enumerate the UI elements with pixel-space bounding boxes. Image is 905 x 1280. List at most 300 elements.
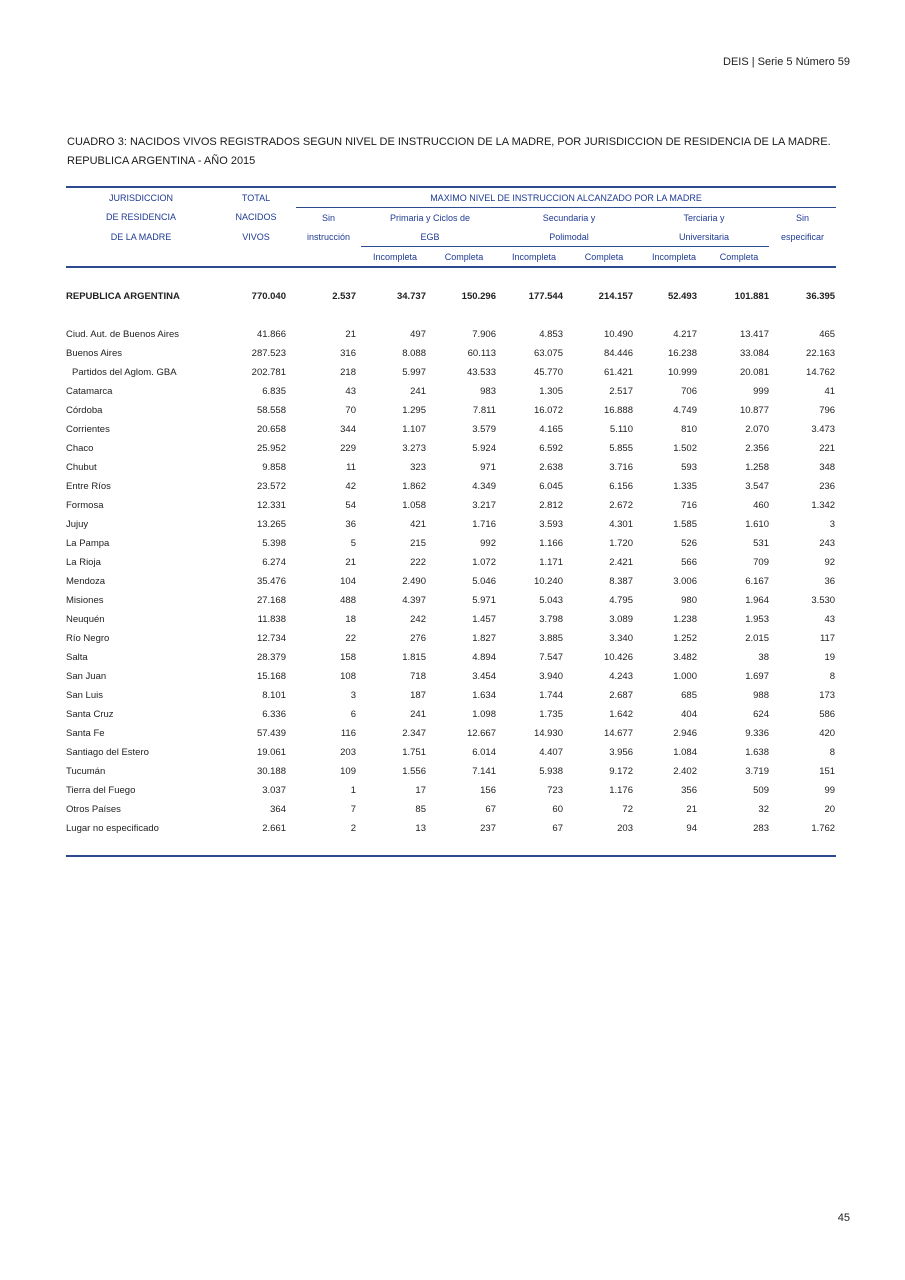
row-cell-4: 150.296 (461, 291, 496, 302)
row-cell-8: 38 (758, 652, 769, 663)
row-cell-5: 6.592 (539, 443, 563, 454)
row-cell-2: 218 (340, 367, 356, 378)
col-sin-especificar-2: especificar (781, 231, 825, 242)
row-cell-2: 3 (350, 690, 356, 701)
row-cell-4: 992 (480, 538, 496, 549)
row-cell-1: 364 (270, 804, 286, 815)
row-cell-4: 1.827 (472, 633, 496, 644)
row-cell-6: 10.426 (603, 652, 633, 663)
row-jurisdiccion: Partidos del Aglom. GBA (72, 367, 177, 378)
row-cell-8: 20.081 (739, 367, 769, 378)
row-cell-1: 6.336 (262, 709, 286, 720)
row-cell-2: 21 (345, 557, 356, 568)
row-cell-2: 18 (345, 614, 356, 625)
col-terciaria-incompleta: Incompleta (639, 247, 709, 268)
table-row (66, 420, 836, 439)
row-jurisdiccion: Entre Ríos (66, 481, 111, 492)
series-header: DEIS | Serie 5 Número 59 (723, 56, 850, 68)
row-cell-2: 109 (340, 766, 356, 777)
row-cell-5: 5.938 (539, 766, 563, 777)
table-row (66, 439, 836, 458)
row-cell-5: 1.744 (539, 690, 563, 701)
row-cell-6: 5.855 (609, 443, 633, 454)
row-cell-6: 3.089 (609, 614, 633, 625)
row-cell-7: 3.006 (673, 576, 697, 587)
row-cell-1: 2.661 (262, 823, 286, 834)
table-row (66, 629, 836, 648)
total-row (66, 287, 836, 306)
col-primaria-2: EGB (361, 227, 499, 247)
row-cell-4: 3.217 (472, 500, 496, 511)
table-row (66, 572, 836, 591)
row-cell-7: 4.217 (673, 329, 697, 340)
row-cell-3: 187 (410, 690, 426, 701)
row-cell-2: 54 (345, 500, 356, 511)
table-row (66, 705, 836, 724)
row-cell-7: 1.252 (673, 633, 697, 644)
row-cell-5: 3.940 (539, 671, 563, 682)
row-cell-1: 20.658 (256, 424, 286, 435)
row-cell-2: 229 (340, 443, 356, 454)
title-line-2: REPUBLICA ARGENTINA - AÑO 2015 (67, 155, 256, 167)
row-cell-2: 2 (350, 823, 356, 834)
row-cell-9: 796 (819, 405, 836, 416)
row-cell-3: 1.295 (402, 405, 426, 416)
row-cell-7: 706 (681, 386, 697, 397)
row-cell-5: 1.171 (539, 557, 563, 568)
row-cell-6: 3.716 (609, 462, 633, 473)
row-cell-9: 3 (829, 519, 836, 530)
row-cell-3: 323 (410, 462, 426, 473)
row-cell-3: 241 (410, 386, 426, 397)
row-cell-3: 85 (415, 804, 426, 815)
row-cell-1: 8.101 (262, 690, 286, 701)
row-cell-1: 5.398 (262, 538, 286, 549)
row-cell-2: 488 (340, 595, 356, 606)
row-cell-6: 4.243 (609, 671, 633, 682)
row-cell-9: 173 (819, 690, 836, 701)
row-cell-2: 344 (340, 424, 356, 435)
row-jurisdiccion: San Luis (66, 690, 103, 701)
row-cell-1: 58.558 (256, 405, 286, 416)
row-cell-2: 43 (345, 386, 356, 397)
row-cell-4: 7.141 (472, 766, 496, 777)
row-cell-1: 13.265 (256, 519, 286, 530)
row-cell-7: 2.946 (673, 728, 697, 739)
row-cell-9: 465 (819, 329, 836, 340)
row-cell-2: 104 (340, 576, 356, 587)
row-cell-4: 237 (480, 823, 496, 834)
row-cell-5: 4.407 (539, 747, 563, 758)
row-cell-7: 404 (681, 709, 697, 720)
row-cell-9: 36.395 (806, 291, 836, 302)
row-cell-8: 460 (753, 500, 769, 511)
row-cell-1: 19.061 (256, 747, 286, 758)
table-row (66, 762, 836, 781)
table-header (66, 187, 836, 267)
col-maximo-nivel: MAXIMO NIVEL DE INSTRUCCION ALCANZADO POR LA MADRE (296, 187, 836, 208)
row-cell-8: 531 (753, 538, 769, 549)
row-cell-4: 4.894 (472, 652, 496, 663)
col-terciaria-completa: Completa (709, 247, 769, 268)
row-cell-1: 30.188 (256, 766, 286, 777)
row-jurisdiccion: Río Negro (66, 633, 110, 644)
row-cell-4: 971 (480, 462, 496, 473)
row-cell-3: 222 (410, 557, 426, 568)
table-row (66, 610, 836, 629)
row-cell-9: 99 (824, 785, 836, 796)
row-cell-9: 348 (819, 462, 836, 473)
row-cell-8: 1.258 (745, 462, 769, 473)
row-cell-7: 526 (681, 538, 697, 549)
row-cell-1: 3.037 (262, 785, 286, 796)
row-cell-5: 4.165 (539, 424, 563, 435)
row-cell-5: 1.735 (539, 709, 563, 720)
row-cell-8: 509 (753, 785, 769, 796)
row-cell-8: 999 (753, 386, 769, 397)
row-jurisdiccion: Catamarca (66, 386, 113, 397)
row-cell-3: 2.347 (402, 728, 426, 739)
col-primaria-incompleta: Incompleta (361, 247, 429, 268)
table-row (66, 363, 836, 382)
row-jurisdiccion: Tierra del Fuego (66, 785, 136, 796)
row-cell-4: 7.906 (472, 329, 496, 340)
col-jurisdiccion-2: DE RESIDENCIA (105, 212, 176, 223)
table-row (66, 743, 836, 762)
row-jurisdiccion: Buenos Aires (66, 348, 122, 359)
row-cell-3: 1.058 (402, 500, 426, 511)
row-cell-5: 14.930 (533, 728, 563, 739)
table-row (66, 496, 836, 515)
row-cell-7: 810 (681, 424, 697, 435)
row-cell-1: 23.572 (256, 481, 286, 492)
row-cell-3: 1.862 (402, 481, 426, 492)
row-cell-3: 3.273 (402, 443, 426, 454)
row-cell-2: 70 (345, 405, 356, 416)
row-cell-6: 214.157 (598, 291, 633, 302)
row-cell-9: 36 (824, 576, 836, 587)
row-cell-9: 243 (819, 538, 836, 549)
row-cell-5: 723 (547, 785, 563, 796)
row-cell-7: 980 (681, 595, 697, 606)
col-secundaria-completa: Completa (569, 247, 639, 268)
row-cell-3: 1.107 (402, 424, 426, 435)
col-jurisdiccion-1: JURISDICCION (66, 187, 216, 208)
row-cell-8: 101.881 (734, 291, 769, 302)
row-cell-8: 1.638 (745, 747, 769, 758)
row-cell-7: 1.502 (673, 443, 697, 454)
row-cell-5: 63.075 (533, 348, 563, 359)
table-row (66, 800, 836, 819)
row-cell-8: 9.336 (745, 728, 769, 739)
row-cell-9: 92 (824, 557, 836, 568)
table-row (66, 819, 836, 838)
row-cell-6: 16.888 (603, 405, 633, 416)
row-cell-5: 3.885 (539, 633, 563, 644)
row-cell-2: 108 (340, 671, 356, 682)
table-row (66, 667, 836, 686)
row-jurisdiccion: Córdoba (66, 405, 103, 416)
row-cell-8: 10.877 (739, 405, 769, 416)
row-cell-4: 5.046 (472, 576, 496, 587)
row-cell-2: 5 (350, 538, 356, 549)
row-jurisdiccion: Jujuy (66, 519, 89, 530)
row-cell-4: 60.113 (467, 348, 496, 359)
row-cell-3: 17 (415, 785, 426, 796)
row-cell-3: 5.997 (402, 367, 426, 378)
row-jurisdiccion: Corrientes (66, 424, 110, 435)
row-cell-4: 3.454 (472, 671, 496, 682)
row-cell-7: 356 (681, 785, 697, 796)
row-cell-6: 9.172 (609, 766, 633, 777)
row-cell-4: 4.349 (472, 481, 496, 492)
row-cell-5: 1.166 (539, 538, 563, 549)
row-cell-1: 287.523 (251, 348, 286, 359)
row-cell-5: 7.547 (539, 652, 563, 663)
row-cell-9: 14.762 (806, 367, 836, 378)
row-cell-6: 8.387 (609, 576, 633, 587)
col-total-2: NACIDOS (235, 212, 277, 223)
row-cell-9: 420 (819, 728, 836, 739)
col-terciaria-2: Universitaria (639, 227, 769, 247)
row-jurisdiccion: Chaco (66, 443, 94, 454)
row-jurisdiccion: Otros Países (66, 804, 121, 815)
row-cell-9: 41 (824, 386, 836, 397)
row-cell-5: 60 (552, 804, 563, 815)
row-cell-6: 14.677 (603, 728, 633, 739)
row-cell-7: 21 (686, 804, 697, 815)
row-cell-6: 72 (622, 804, 633, 815)
row-cell-3: 4.397 (402, 595, 426, 606)
row-cell-9: 8 (829, 747, 836, 758)
page-number: 45 (837, 1212, 850, 1224)
table-body (66, 267, 836, 856)
col-terciaria-1: Terciaria y (683, 212, 725, 223)
row-cell-9: 19 (824, 652, 836, 663)
row-cell-6: 6.156 (609, 481, 633, 492)
table-row (66, 534, 836, 553)
row-cell-9: 22.163 (806, 348, 836, 359)
row-cell-5: 3.798 (539, 614, 563, 625)
row-cell-5: 6.045 (539, 481, 563, 492)
row-cell-1: 9.858 (262, 462, 286, 473)
row-cell-4: 5.971 (472, 595, 496, 606)
col-sin-instruccion-2: instrucción (306, 231, 351, 242)
row-cell-6: 4.301 (609, 519, 633, 530)
row-jurisdiccion: Mendoza (66, 576, 106, 587)
row-cell-3: 241 (410, 709, 426, 720)
row-cell-6: 1.642 (609, 709, 633, 720)
row-cell-2: 116 (340, 728, 356, 739)
table-row (66, 344, 836, 363)
row-cell-3: 276 (410, 633, 426, 644)
row-cell-7: 685 (681, 690, 697, 701)
row-jurisdiccion: Tucumán (66, 766, 106, 777)
row-cell-1: 41.866 (256, 329, 286, 340)
row-cell-5: 2.638 (539, 462, 563, 473)
row-cell-8: 2.070 (745, 424, 769, 435)
row-cell-4: 1.098 (472, 709, 496, 720)
table-row (66, 515, 836, 534)
table-row (66, 781, 836, 800)
row-cell-3: 1.751 (402, 747, 426, 758)
row-cell-4: 12.667 (466, 728, 496, 739)
row-jurisdiccion: Santa Cruz (66, 709, 114, 720)
row-cell-2: 2.537 (332, 291, 356, 302)
row-cell-5: 2.812 (539, 500, 563, 511)
row-jurisdiccion: Ciud. Aut. de Buenos Aires (66, 329, 180, 340)
row-cell-2: 158 (340, 652, 356, 663)
row-cell-7: 1.238 (673, 614, 697, 625)
table-row (66, 382, 836, 401)
row-cell-5: 1.305 (539, 386, 563, 397)
row-cell-4: 43.533 (466, 367, 496, 378)
row-cell-5: 5.043 (539, 595, 563, 606)
row-cell-6: 10.490 (603, 329, 633, 340)
row-jurisdiccion: Formosa (66, 500, 104, 511)
row-cell-2: 316 (340, 348, 356, 359)
row-cell-7: 716 (681, 500, 697, 511)
row-cell-3: 8.088 (402, 348, 426, 359)
row-cell-8: 1.964 (745, 595, 769, 606)
row-cell-7: 1.084 (673, 747, 697, 758)
col-secundaria-incompleta: Incompleta (499, 247, 569, 268)
row-cell-6: 5.110 (609, 424, 633, 435)
row-cell-9: 1.342 (811, 500, 836, 511)
table-row (66, 686, 836, 705)
row-cell-2: 7 (350, 804, 356, 815)
row-cell-4: 1.457 (472, 614, 496, 625)
row-cell-1: 12.331 (256, 500, 286, 511)
row-cell-4: 983 (480, 386, 496, 397)
row-jurisdiccion: REPUBLICA ARGENTINA (66, 291, 180, 302)
row-cell-9: 8 (829, 671, 836, 682)
table-row (66, 724, 836, 743)
row-jurisdiccion: Neuquén (66, 614, 105, 625)
row-cell-1: 202.781 (251, 367, 286, 378)
row-jurisdiccion: Chubut (66, 462, 97, 473)
row-cell-8: 32 (758, 804, 769, 815)
row-cell-9: 236 (819, 481, 836, 492)
table-row (66, 458, 836, 477)
row-cell-5: 67 (552, 823, 563, 834)
col-sin-especificar-1: Sin (796, 212, 810, 223)
row-cell-2: 1 (350, 785, 356, 796)
row-cell-4: 1.634 (472, 690, 496, 701)
row-cell-6: 3.956 (609, 747, 633, 758)
row-cell-1: 12.734 (256, 633, 286, 644)
row-cell-2: 21 (345, 329, 356, 340)
row-jurisdiccion: Salta (66, 652, 88, 663)
row-cell-7: 2.402 (673, 766, 697, 777)
row-cell-2: 11 (346, 462, 356, 473)
row-cell-6: 61.421 (603, 367, 633, 378)
row-cell-6: 2.672 (609, 500, 633, 511)
row-cell-7: 16.238 (667, 348, 697, 359)
row-cell-8: 2.015 (745, 633, 769, 644)
row-cell-1: 28.379 (256, 652, 286, 663)
col-total-1: TOTAL (216, 187, 296, 208)
row-jurisdiccion: San Juan (66, 671, 107, 682)
row-cell-6: 1.720 (609, 538, 633, 549)
row-cell-9: 3.473 (811, 424, 836, 435)
row-cell-4: 67 (485, 804, 496, 815)
row-cell-5: 4.853 (539, 329, 563, 340)
row-cell-5: 3.593 (539, 519, 563, 530)
row-cell-9: 3.530 (811, 595, 836, 606)
row-cell-9: 117 (819, 633, 836, 644)
row-jurisdiccion: Lugar no especificado (66, 823, 159, 834)
row-cell-6: 4.795 (609, 595, 633, 606)
row-cell-9: 221 (819, 443, 836, 454)
row-cell-3: 1.815 (402, 652, 426, 663)
row-cell-9: 1.762 (811, 823, 836, 834)
row-cell-7: 1.585 (673, 519, 697, 530)
row-cell-8: 1.697 (745, 671, 769, 682)
row-cell-7: 566 (681, 557, 697, 568)
row-cell-8: 283 (753, 823, 769, 834)
row-cell-3: 242 (410, 614, 426, 625)
row-cell-8: 33.084 (739, 348, 769, 359)
title-line-1: CUADRO 3: NACIDOS VIVOS REGISTRADOS SEGUN NIVEL DE INSTRUCCION DE LA MADRE, POR JURISDICCION DE RESIDENCIA DE LA MADRE. (67, 136, 831, 148)
row-cell-1: 25.952 (256, 443, 286, 454)
row-jurisdiccion: Santa Fe (66, 728, 105, 739)
row-cell-3: 1.556 (402, 766, 426, 777)
row-cell-6: 84.446 (603, 348, 633, 359)
table-row (66, 325, 836, 344)
row-cell-3: 34.737 (396, 291, 426, 302)
row-cell-8: 1.610 (745, 519, 769, 530)
row-cell-3: 2.490 (402, 576, 426, 587)
row-cell-7: 593 (681, 462, 697, 473)
row-cell-8: 1.953 (745, 614, 769, 625)
row-cell-7: 4.749 (673, 405, 697, 416)
col-secundaria-2: Polimodal (499, 227, 639, 247)
row-cell-8: 624 (753, 709, 769, 720)
row-cell-3: 215 (410, 538, 426, 549)
table-row (66, 401, 836, 420)
births-table (66, 186, 836, 857)
row-cell-6: 2.687 (609, 690, 633, 701)
row-cell-7: 1.000 (673, 671, 697, 682)
row-cell-2: 42 (345, 481, 356, 492)
row-cell-3: 497 (410, 329, 426, 340)
table-row (66, 591, 836, 610)
row-cell-6: 1.176 (609, 785, 633, 796)
row-cell-1: 35.476 (256, 576, 286, 587)
row-cell-4: 7.811 (472, 405, 496, 416)
row-cell-8: 709 (753, 557, 769, 568)
col-jurisdiccion-3: DE LA MADRE (110, 231, 172, 242)
row-cell-2: 36 (345, 519, 356, 530)
row-cell-4: 3.579 (472, 424, 496, 435)
row-cell-3: 718 (410, 671, 426, 682)
table-row (66, 553, 836, 572)
row-cell-5: 10.240 (533, 576, 563, 587)
row-cell-3: 13 (415, 823, 426, 834)
col-primaria-1: Primaria y Ciclos de (389, 212, 471, 223)
col-primaria-completa: Completa (429, 247, 499, 268)
row-cell-9: 20 (824, 804, 836, 815)
row-cell-4: 156 (480, 785, 496, 796)
table-row (66, 648, 836, 667)
col-secundaria-1: Secundaria y (542, 212, 596, 223)
row-cell-1: 11.838 (257, 614, 286, 625)
row-cell-5: 177.544 (528, 291, 563, 302)
row-jurisdiccion: Santiago del Estero (66, 747, 149, 758)
col-sin-instruccion-1: Sin (321, 212, 335, 223)
row-cell-4: 6.014 (472, 747, 496, 758)
